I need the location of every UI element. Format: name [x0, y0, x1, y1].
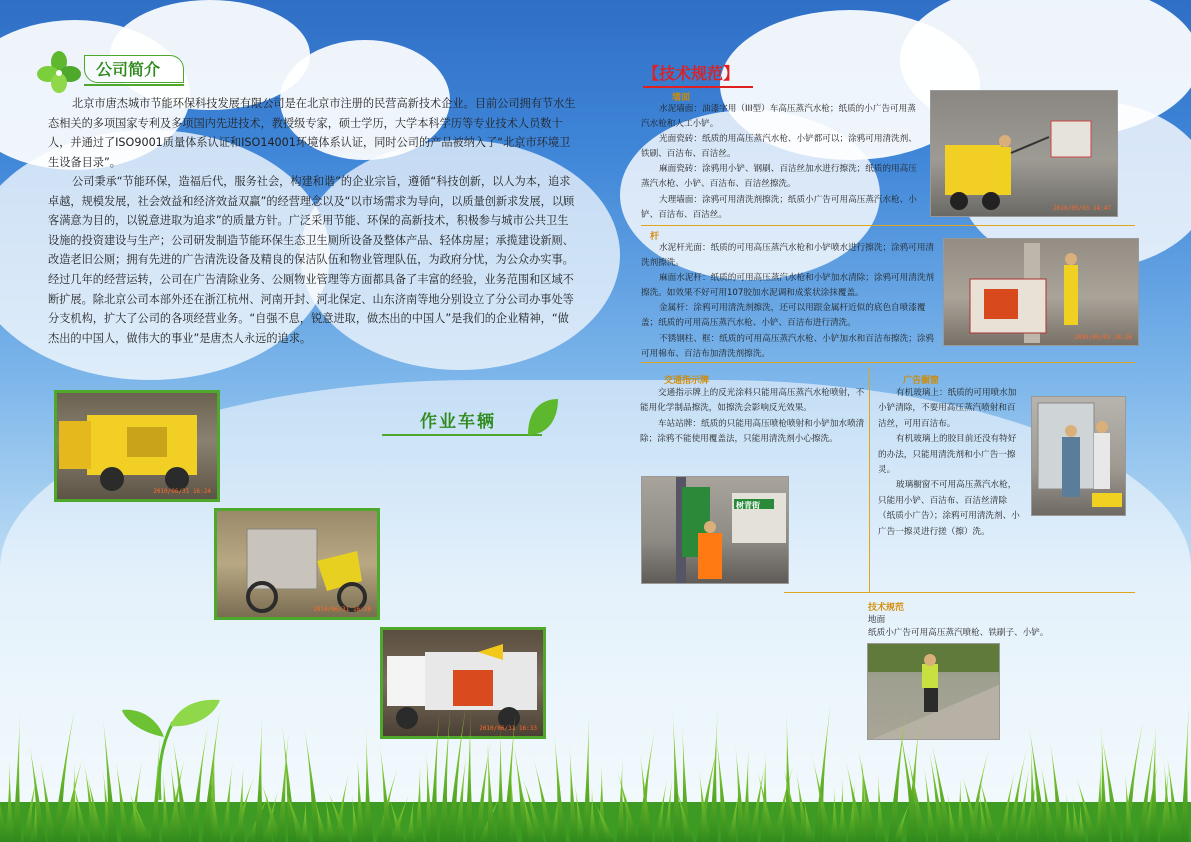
company-paragraph-2: 公司秉承“节能环保，造福后代，服务社会，构建和谐”的企业宗旨，遵循“科技创新，以人为本，追求卓越，规模发展，社会效益和经济效益双赢”的经营理念以及“以市场需求为导向，以质量创新求发展，以顾客满意为目的，以锐意进取为追求”的质量方针。广泛采用节能、环保的高新技术，积极参与城市公共卫生设施的投资建设与生产；公司研发制造节能环保生态卫生厕所设备及整体产品、轻体房屋；承揽建设新厕、改造老旧公厕；拥有先进的广告清洗设备及精良的保洁队伍和物业管理队伍，为政府分忧，为公众办实事。经过几年的经营运转，公司在广告清除业务、公厕物业管理等方面都具备了丰富的经验，业务范围和区域不断扩展。除北京公司本部外还在浙江杭州、河南开封、河北保定、山东济南等地分别设立了分公司办事处等分支机构，扩大了公司的各项经营业务。“自强不息，锐意进取，做杰出的中国人”是我们的企业精神，“做杰出的中国人，做伟大的事业”是唐杰人永远的追求。 — [48, 175, 575, 345]
sign-text: 交通指示牌上的反光涂料只能用高压蒸汽水枪喷射，不能用化学制品擦洗，如擦洗会影响反光效果。 车站站牌：纸质的只能用高压喷枪喷射和小铲加水喷清除；涂鸦不能使用覆盖法，只能用清洗剂小心擦洗。 — [640, 388, 865, 444]
ground-heading: 技术规范 — [868, 603, 905, 613]
pole-text: 水泥杆光面：纸质的可用高压蒸汽水枪和小铲喷水进行擦洗；涂鸦可用清洗剂擦洗。 麻面水泥杆：纸质的可用高压蒸汽水枪和小铲加水清除；涂鸦可用清洗剂擦洗。如效果不好可用107胶加水泥调和成浆状涂抹覆盖。 金属杆：涂鸦可用清洗剂擦洗，还可以用跟金属杆近似的底色自喷漆覆盖；纸质的可用高压蒸汽水枪、小铲、百洁布进行清洗。 不锈钢柱、框：纸质的可用高压蒸汽水枪、小铲加水和百洁布擦洗；涂鸦可用棉布、百洁布加清洗剂擦洗。 — [641, 243, 935, 359]
photo-timestamp: 2010/06/31 16:24 — [153, 488, 211, 495]
photo-timestamp: 2010/06/31 16:28 — [313, 606, 371, 613]
divider — [641, 225, 1135, 226]
grass-blade — [583, 713, 592, 842]
sign-heading: 交通指示牌 — [664, 376, 710, 386]
vehicles-title: 作业车辆 — [420, 412, 496, 432]
pole-cleaning-photo — [943, 238, 1139, 346]
photo-timestamp: 2010/05/03 14:26 — [1074, 334, 1132, 341]
vehicles-title-line — [382, 434, 542, 436]
wall-heading: 墙面 — [672, 93, 691, 103]
ad-window-photo — [1031, 396, 1126, 516]
vehicle-photo-tricycle — [214, 508, 380, 620]
grass-blade — [1149, 722, 1158, 842]
divider — [784, 592, 1135, 593]
photo-timestamp: 2010/06/31 16:33 — [479, 725, 537, 732]
ground-subheading: 地面 — [868, 615, 886, 625]
divider — [869, 367, 870, 592]
divider — [641, 362, 1135, 363]
company-title: 公司简介 — [96, 60, 161, 79]
ground-text: 纸质小广告可用高压蒸汽喷枪、铁刷子、小铲。 — [868, 628, 1049, 638]
wall-cleaning-photo — [930, 90, 1118, 217]
clover-logo-icon — [36, 50, 82, 94]
company-paragraph-1: 北京市唐杰城市节能环保科技发展有限公司是在北京市注册的民营高新技术企业。目前公司拥有节水生态相关的多项国家专利及多项国内先进技术，教授级专家，硕士学历，大学本科学历等专业技术人员数十人，并通过了ISO9001质量体系认证和ISO14001环境体系认证，同时公司的产品被纳入了“北京市环境卫生设备目录”。 — [48, 97, 576, 169]
vehicle-photo-yellow-truck — [54, 390, 220, 502]
store-sign-text: 树青街 — [736, 501, 760, 510]
traffic-sign-photo — [641, 476, 789, 584]
photo-timestamp: 2010/05/03 14:47 — [1053, 205, 1111, 212]
pole-heading: 杆 — [650, 232, 660, 242]
title-underline — [84, 84, 184, 86]
vehicles-leaf-icon — [526, 397, 560, 437]
tech-title: 【技术规范】 — [643, 64, 740, 83]
wall-text: 水泥墙面：油漆字用（III型）车高压蒸汽水枪；纸质的小广告可用蒸汽水枪和人工小铲。 光面瓷砖：纸质的用高压蒸汽水枪、小铲都可以；涂鸦可用清洗剂、铁刷、百洁布、百洁丝。 麻面瓷砖：涂鸦用小铲、钢刷、百洁丝加水进行擦洗；纸质的用高压蒸汽水枪、小铲、百洁布、百洁丝擦洗。 大理墙面：涂鸦可用清洗剂擦洗；纸质小广告可用高压蒸汽水枪、小铲、百洁布、百洁丝。 — [641, 104, 917, 220]
grass-blade — [255, 715, 264, 842]
grass-blade — [465, 711, 474, 842]
grass-blade — [12, 714, 21, 842]
window-heading: 广告橱窗 — [903, 376, 940, 386]
grass-blade — [742, 746, 751, 842]
grass-decoration — [0, 692, 1191, 842]
window-text: 有机玻璃上：纸质的可用喷水加小铲清除，不要用高压蒸汽喷射和百洁丝，可用百洁布。 有机玻璃上的胶目前还没有特好的办法，只能用清洗剂和小广告一擦灵。 玻璃橱窗不可用高压蒸汽水枪，只能用小铲、百洁布、百洁丝清除（纸质小广告）；涂鸦可用清洗剂、小广告一擦灵进行搓（擦）洗。 — [878, 388, 1020, 537]
tech-title-underline — [643, 86, 753, 88]
